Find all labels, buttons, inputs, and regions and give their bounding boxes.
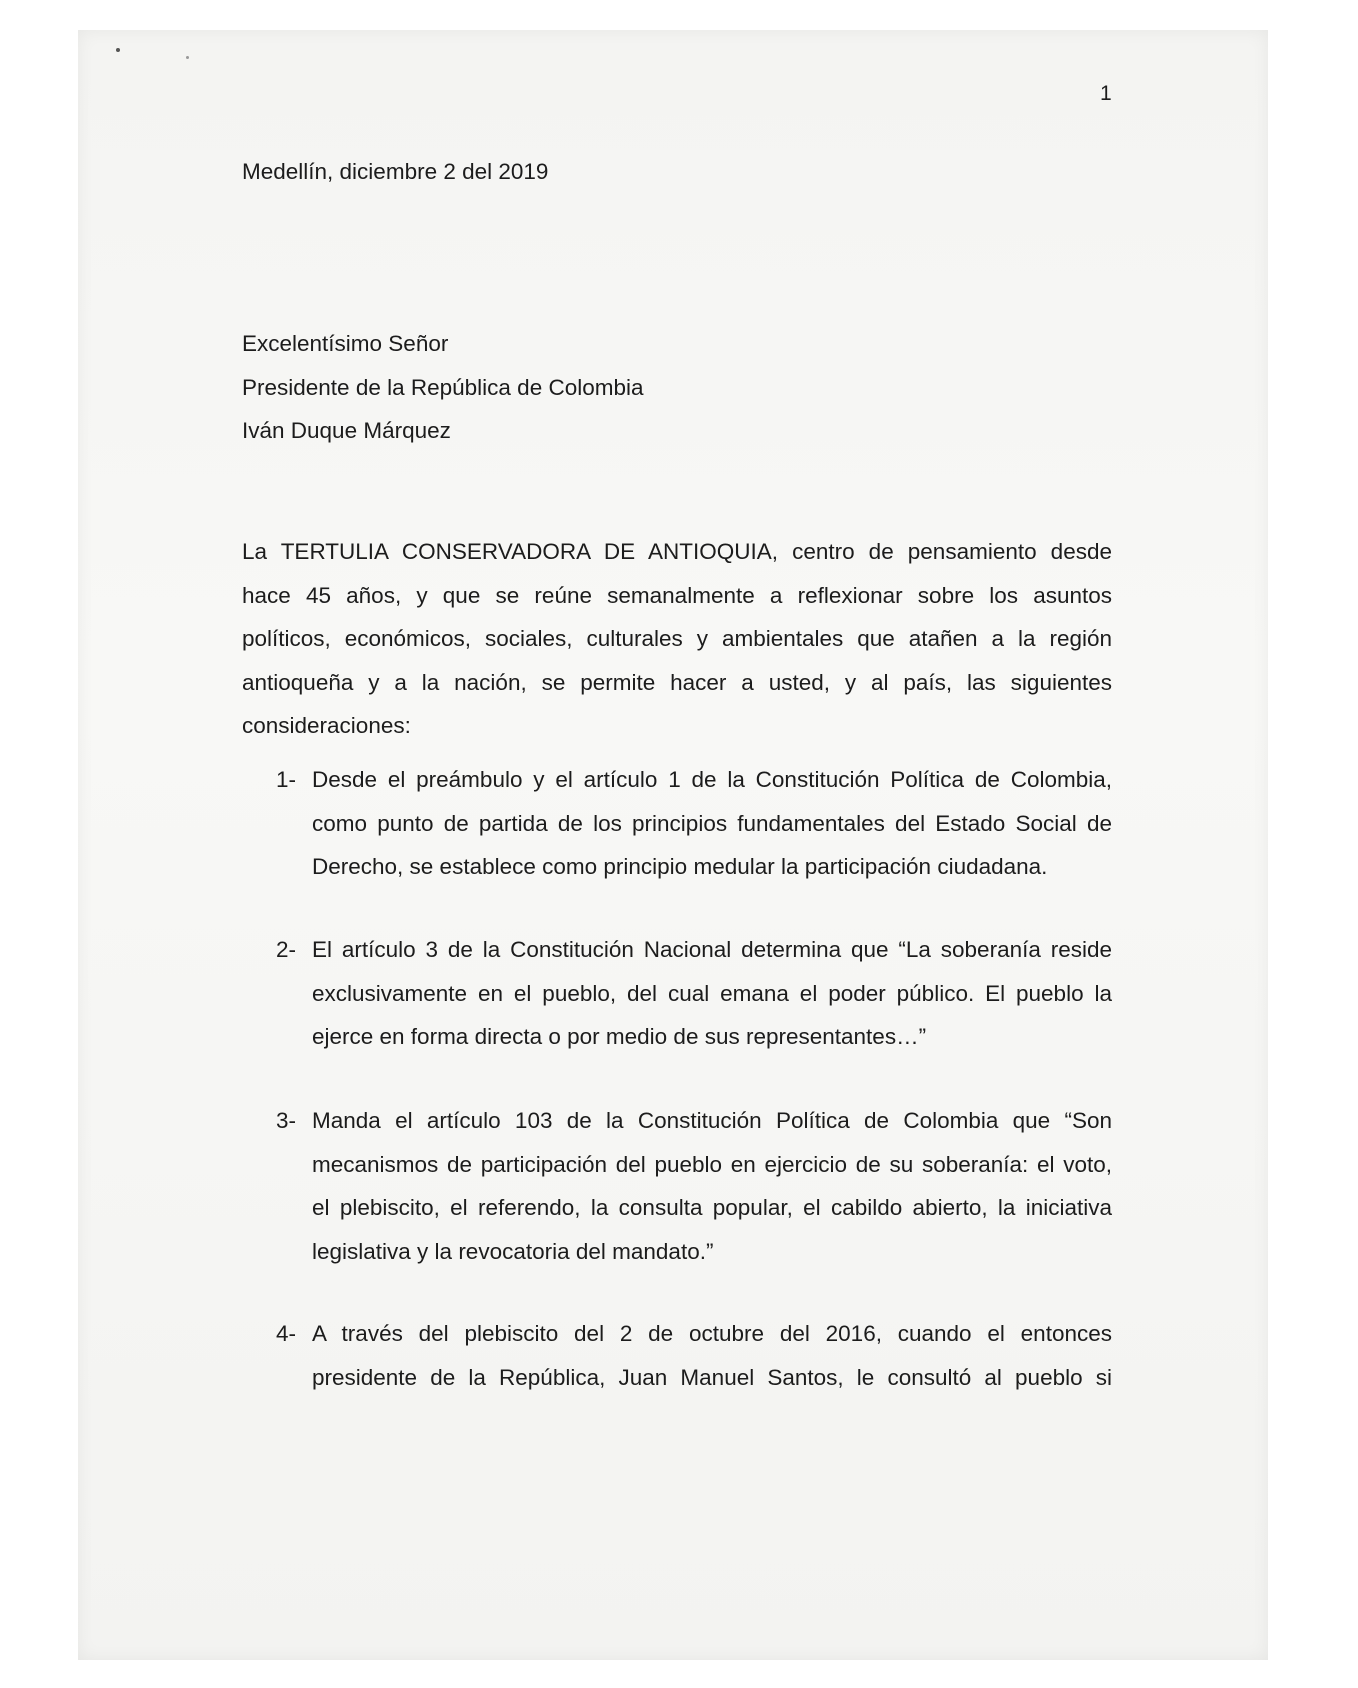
list-line: exclusivamente en el pueblo, del cual emana el poder público. El pueblo la <box>312 980 1112 1006</box>
date-line: Medellín, diciembre 2 del 2019 <box>242 159 549 184</box>
addressee-title: Presidente de la República de Colombia <box>242 374 644 400</box>
list-text <box>312 928 1112 1059</box>
list-line: el plebiscito, el referendo, la consulta popular, el cabildo abierto, la iniciativa <box>312 1195 1112 1220</box>
page-number: 1 <box>1100 82 1112 105</box>
list-text <box>312 1099 1112 1273</box>
list-line: presidente de la República, Juan Manuel Santos, le consultó al pueblo si <box>312 1364 1112 1390</box>
scan-speck <box>186 56 189 59</box>
addressee-salutation: Excelentísimo Señor <box>242 331 449 356</box>
list-line: A través del plebiscito del 2 de octubre del 2016, cuando el entonces <box>312 1321 1112 1346</box>
addressee-name: Iván Duque Márquez <box>242 418 451 443</box>
list-number: 3- <box>276 1108 297 1133</box>
intro-line: consideraciones: <box>242 713 411 738</box>
list-line: como punto de partida de los principios fundamentales del Estado Social de <box>312 810 1112 836</box>
intro-line: antioqueña y a la nación, se permite hacer a usted, y al país, las siguientes <box>242 669 1112 695</box>
intro-line: hace 45 años, y que se reúne semanalmente a reflexionar sobre los asuntos <box>242 582 1112 608</box>
intro-line: políticos, económicos, sociales, culturales y ambientales que atañen a la región <box>242 626 1112 651</box>
list-line: Manda el artículo 103 de la Constitución Política de Colombia que “Son <box>312 1108 1112 1133</box>
scan-speck <box>116 48 120 52</box>
list-line: mecanismos de participación del pueblo en ejercicio de su soberanía: el voto, <box>312 1151 1112 1177</box>
intro-line: La TERTULIA CONSERVADORA DE ANTIOQUIA, centro de pensamiento desde <box>242 539 1112 564</box>
list-number: 2- <box>276 937 297 962</box>
list-number: 1- <box>276 767 297 792</box>
intro-paragraph <box>242 530 1112 748</box>
addressee-block <box>242 322 644 453</box>
list-line: Desde el preámbulo y el artículo 1 de la Constitución Política de Colombia, <box>312 767 1112 792</box>
list-number: 4- <box>276 1321 297 1346</box>
list-text <box>312 758 1112 889</box>
list-text <box>312 1312 1112 1399</box>
list-line: Derecho, se establece como principio medular la participación ciudadana. <box>312 854 1048 879</box>
list-line: legislativa y la revocatoria del mandato.” <box>312 1238 714 1264</box>
list-line: El artículo 3 de la Constitución Nacional determina que “La soberanía reside <box>312 937 1112 962</box>
list-line: ejerce en forma directa o por medio de sus representantes…” <box>312 1024 927 1049</box>
